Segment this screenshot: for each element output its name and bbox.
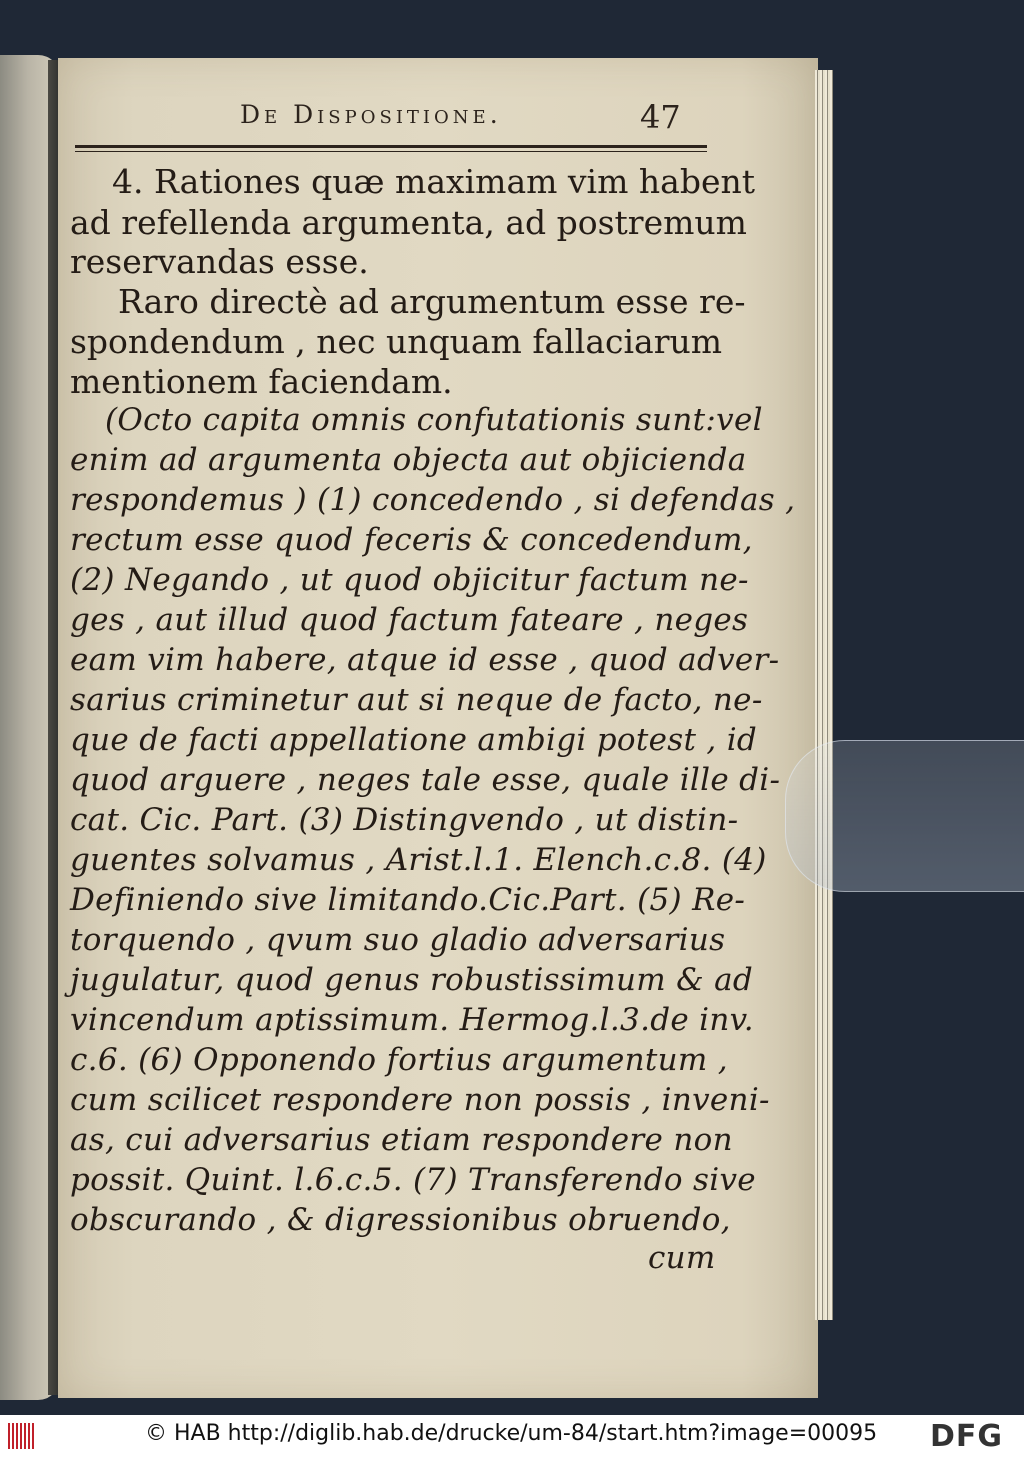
barcode-icon xyxy=(8,1423,36,1449)
text-line: que de facti appellatione ambigi potest , id xyxy=(70,722,758,758)
text-line: guentes solvamus , Arist.l.1. Elench.c.8. (4) xyxy=(70,842,767,878)
text-line: jugulatur, quod genus robustissimum & ad xyxy=(70,962,754,998)
text-line: Definiendo sive limitando.Cic.Part. (5) Re- xyxy=(70,882,746,918)
text-line: torquendo , qvum suo gladio adversarius xyxy=(70,922,726,958)
text-line: 4. Rationes quæ maximam vim habent xyxy=(112,162,755,201)
text-line: sarius criminetur aut si neque de facto, ne- xyxy=(70,682,763,718)
text-line: reservandas esse. xyxy=(70,242,369,281)
text-line: c.6. (6) Opponendo fortius argumentum , xyxy=(70,1042,728,1078)
text-line: mentionem faciendam. xyxy=(70,362,453,401)
text-line: vincendum aptissimum. Hermog.l.3.de inv. xyxy=(70,1002,754,1038)
text-line: (2) Negando , ut quod objicitur factum ne- xyxy=(70,562,749,598)
text-line: possit. Quint. l.6.c.5. (7) Transferendo sive xyxy=(70,1162,756,1198)
footer-bar xyxy=(0,1415,1024,1457)
page-number: 47 xyxy=(640,98,681,136)
text-line: quod arguere , neges tale esse, quale ille di- xyxy=(70,762,781,798)
catchword: cum xyxy=(648,1240,716,1276)
text-line: ges , aut illud quod factum fateare , neges xyxy=(70,602,749,638)
text-line: spondendum , nec unquam fallaciarum xyxy=(70,322,723,361)
text-line: cum scilicet respondere non possis , inveni- xyxy=(70,1082,770,1118)
copyright-credit[interactable]: © HAB http://diglib.hab.de/drucke/um-84/start.htm?image=00095 xyxy=(145,1421,878,1446)
text-line: (Octo capita omnis confutationis sunt:vel xyxy=(105,402,763,438)
text-line: respondemus ) (1) concedendo , si defendas , xyxy=(70,482,796,518)
text-line: as, cui adversarius etiam respondere non xyxy=(70,1122,733,1158)
text-line: rectum esse quod feceris & concedendum, xyxy=(70,522,753,558)
page-holder-tab xyxy=(785,740,1024,892)
text-line: enim ad argumenta objecta aut objicienda xyxy=(70,442,747,478)
text-line: Raro directè ad argumentum esse re- xyxy=(118,282,746,321)
text-line: ad refellenda argumenta, ad postremum xyxy=(70,203,747,242)
page-stack-edge xyxy=(815,70,833,1320)
dfg-logo: DFG xyxy=(930,1419,1004,1454)
text-line: cat. Cic. Part. (3) Distingvendo , ut distin- xyxy=(70,802,739,838)
header-rule xyxy=(75,145,707,148)
text-line: eam vim habere, atque id esse , quod adver- xyxy=(70,642,780,678)
header-rule-thin xyxy=(75,151,707,152)
text-line: obscurando , & digressionibus obruendo, xyxy=(70,1202,731,1238)
running-head: De Dispositione. xyxy=(240,100,502,129)
